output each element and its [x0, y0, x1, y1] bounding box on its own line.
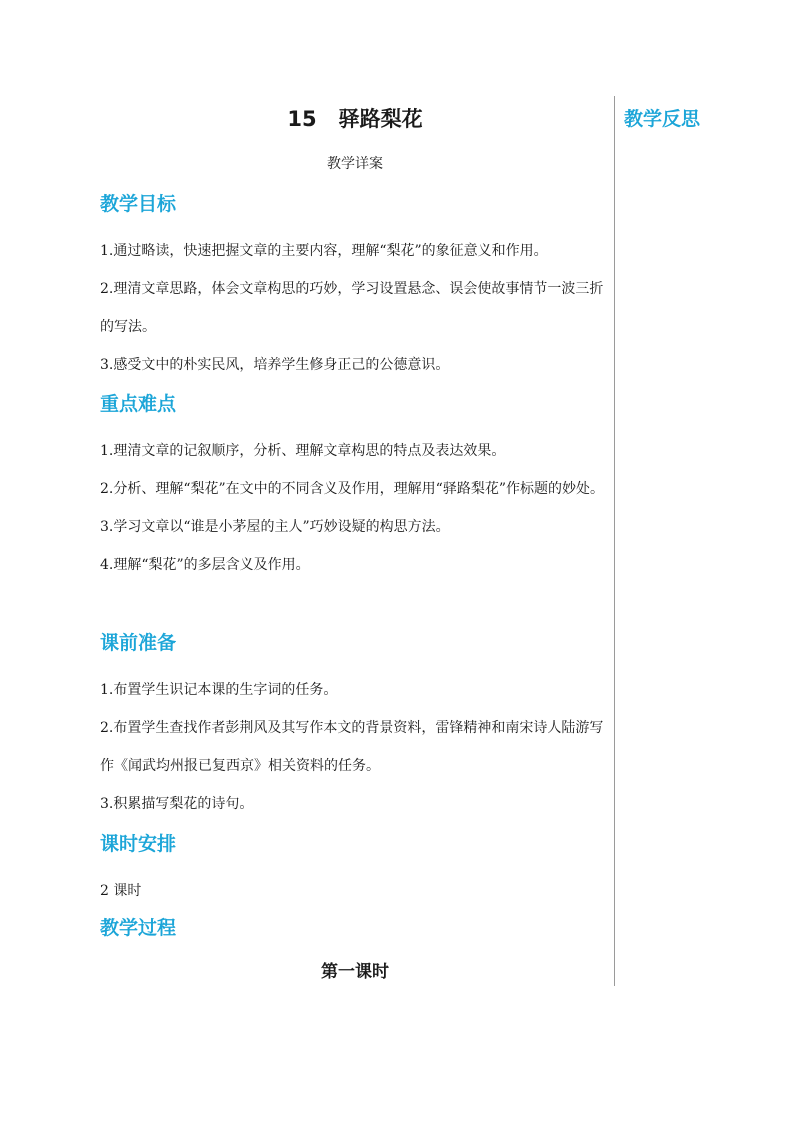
list-item: 2.理清文章思路，体会文章构思的巧妙，学习设置悬念、误会使故事情节一波三折的写法。	[100, 281, 604, 335]
reflection-heading: 教学反思	[624, 108, 701, 130]
lesson-name: 驿路梨花	[338, 107, 423, 131]
section-process	[100, 913, 610, 940]
list-item: 1.理清文章的记叙顺序，分析、理解文章构思的特点及表达效果。	[100, 443, 506, 459]
list-item: 4.理解“梨花”的多层含义及作用。	[100, 557, 310, 573]
section-preparation	[100, 628, 610, 823]
section-objectives	[100, 189, 610, 384]
section-key-points	[100, 389, 610, 584]
lesson-number: 15	[287, 107, 317, 131]
lesson-subtitle: 第一课时	[321, 962, 389, 982]
page-title	[100, 103, 610, 133]
page-subtitle: 教学详案	[327, 156, 383, 172]
section-heading: 重点难点	[100, 393, 177, 415]
column-divider	[614, 96, 615, 986]
section-heading: 教学目标	[100, 193, 177, 215]
list-item: 3.感受文中的朴实民风，培养学生修身正己的公德意识。	[100, 357, 450, 373]
list-item: 3.积累描写梨花的诗句。	[100, 796, 254, 812]
list-item: 1.通过略读，快速把握文章的主要内容，理解“梨花”的象征意义和作用。	[100, 243, 548, 259]
section-schedule	[100, 829, 610, 910]
section-heading: 教学过程	[100, 917, 177, 939]
list-item: 2 课时	[100, 883, 142, 899]
list-item: 2.布置学生查找作者彭荆风及其写作本文的背景资料，雷锋精神和南宋诗人陆游写作《闻武均州报已复西京》相关资料的任务。	[100, 720, 604, 774]
section-heading: 课时安排	[100, 833, 177, 855]
list-item: 1.布置学生识记本课的生字词的任务。	[100, 682, 338, 698]
list-item: 3.学习文章以“谁是小茅屋的主人”巧妙设疑的构思方法。	[100, 519, 450, 535]
list-item: 2.分析、理解“梨花”在文中的不同含义及作用，理解用“驿路梨花”作标题的妙处。	[100, 481, 604, 497]
section-heading: 课前准备	[100, 632, 177, 654]
